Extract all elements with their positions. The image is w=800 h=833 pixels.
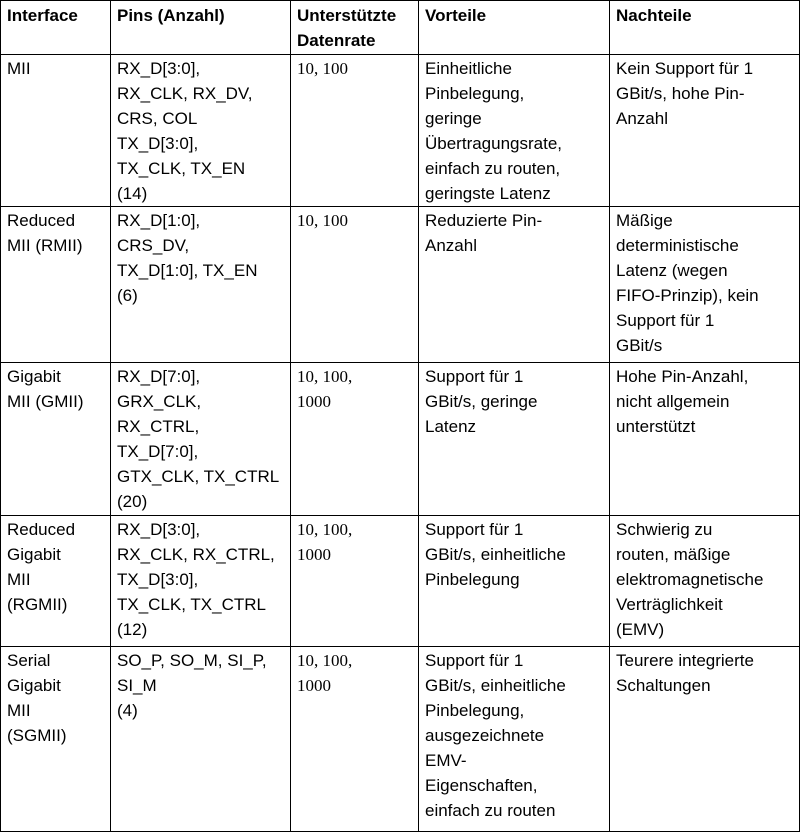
header-datarate: Unterstützte Datenrate <box>291 1 419 55</box>
cell-pros: Reduzierte Pin- Anzahl <box>419 207 610 363</box>
cell-datarate: 10, 100, 1000 <box>291 647 419 832</box>
cell-interface: Serial Gigabit MII (SGMII) <box>1 647 111 832</box>
header-pins: Pins (Anzahl) <box>111 1 291 55</box>
header-row <box>1 1 800 55</box>
cell-datarate: 10, 100, 1000 <box>291 363 419 516</box>
cell-cons: Hohe Pin-Anzahl, nicht allgemein unterstützt <box>610 363 800 516</box>
header-cons: Nachteile <box>610 1 800 55</box>
cell-pros: Support für 1 GBit/s, geringe Latenz <box>419 363 610 516</box>
table-row <box>1 55 800 207</box>
header-pros: Vorteile <box>419 1 610 55</box>
cell-pins: RX_D[3:0], RX_CLK, RX_DV, CRS, COL TX_D[3:0], TX_CLK, TX_EN (14) <box>111 55 291 207</box>
cell-pros: Einheitliche Pinbelegung, geringe Übertragungsrate, einfach zu routen, geringste Latenz <box>419 55 610 207</box>
table-row <box>1 363 800 516</box>
table-row <box>1 516 800 647</box>
table-row <box>1 647 800 832</box>
cell-interface: MII <box>1 55 111 207</box>
cell-pins: SO_P, SO_M, SI_P, SI_M (4) <box>111 647 291 832</box>
cell-cons: Kein Support für 1 GBit/s, hohe Pin- Anzahl <box>610 55 800 207</box>
cell-datarate: 10, 100, 1000 <box>291 516 419 647</box>
cell-interface: Reduced MII (RMII) <box>1 207 111 363</box>
cell-cons: Teurere integrierte Schaltungen <box>610 647 800 832</box>
cell-interface: Reduced Gigabit MII (RGMII) <box>1 516 111 647</box>
cell-cons: Schwierig zu routen, mäßige elektromagnetische Verträglichkeit (EMV) <box>610 516 800 647</box>
cell-pins: RX_D[7:0], GRX_CLK, RX_CTRL, TX_D[7:0], GTX_CLK, TX_CTRL (20) <box>111 363 291 516</box>
cell-pins: RX_D[1:0], CRS_DV, TX_D[1:0], TX_EN (6) <box>111 207 291 363</box>
cell-pros: Support für 1 GBit/s, einheitliche Pinbelegung, ausgezeichnete EMV- Eigenschaften, einfach zu routen <box>419 647 610 832</box>
cell-datarate: 10, 100 <box>291 55 419 207</box>
cell-datarate: 10, 100 <box>291 207 419 363</box>
cell-interface: Gigabit MII (GMII) <box>1 363 111 516</box>
header-interface: Interface <box>1 1 111 55</box>
cell-pros: Support für 1 GBit/s, einheitliche Pinbelegung <box>419 516 610 647</box>
cell-pins: RX_D[3:0], RX_CLK, RX_CTRL, TX_D[3:0], TX_CLK, TX_CTRL (12) <box>111 516 291 647</box>
table-row <box>1 207 800 363</box>
cell-cons: Mäßige deterministische Latenz (wegen FIFO-Prinzip), kein Support für 1 GBit/s <box>610 207 800 363</box>
